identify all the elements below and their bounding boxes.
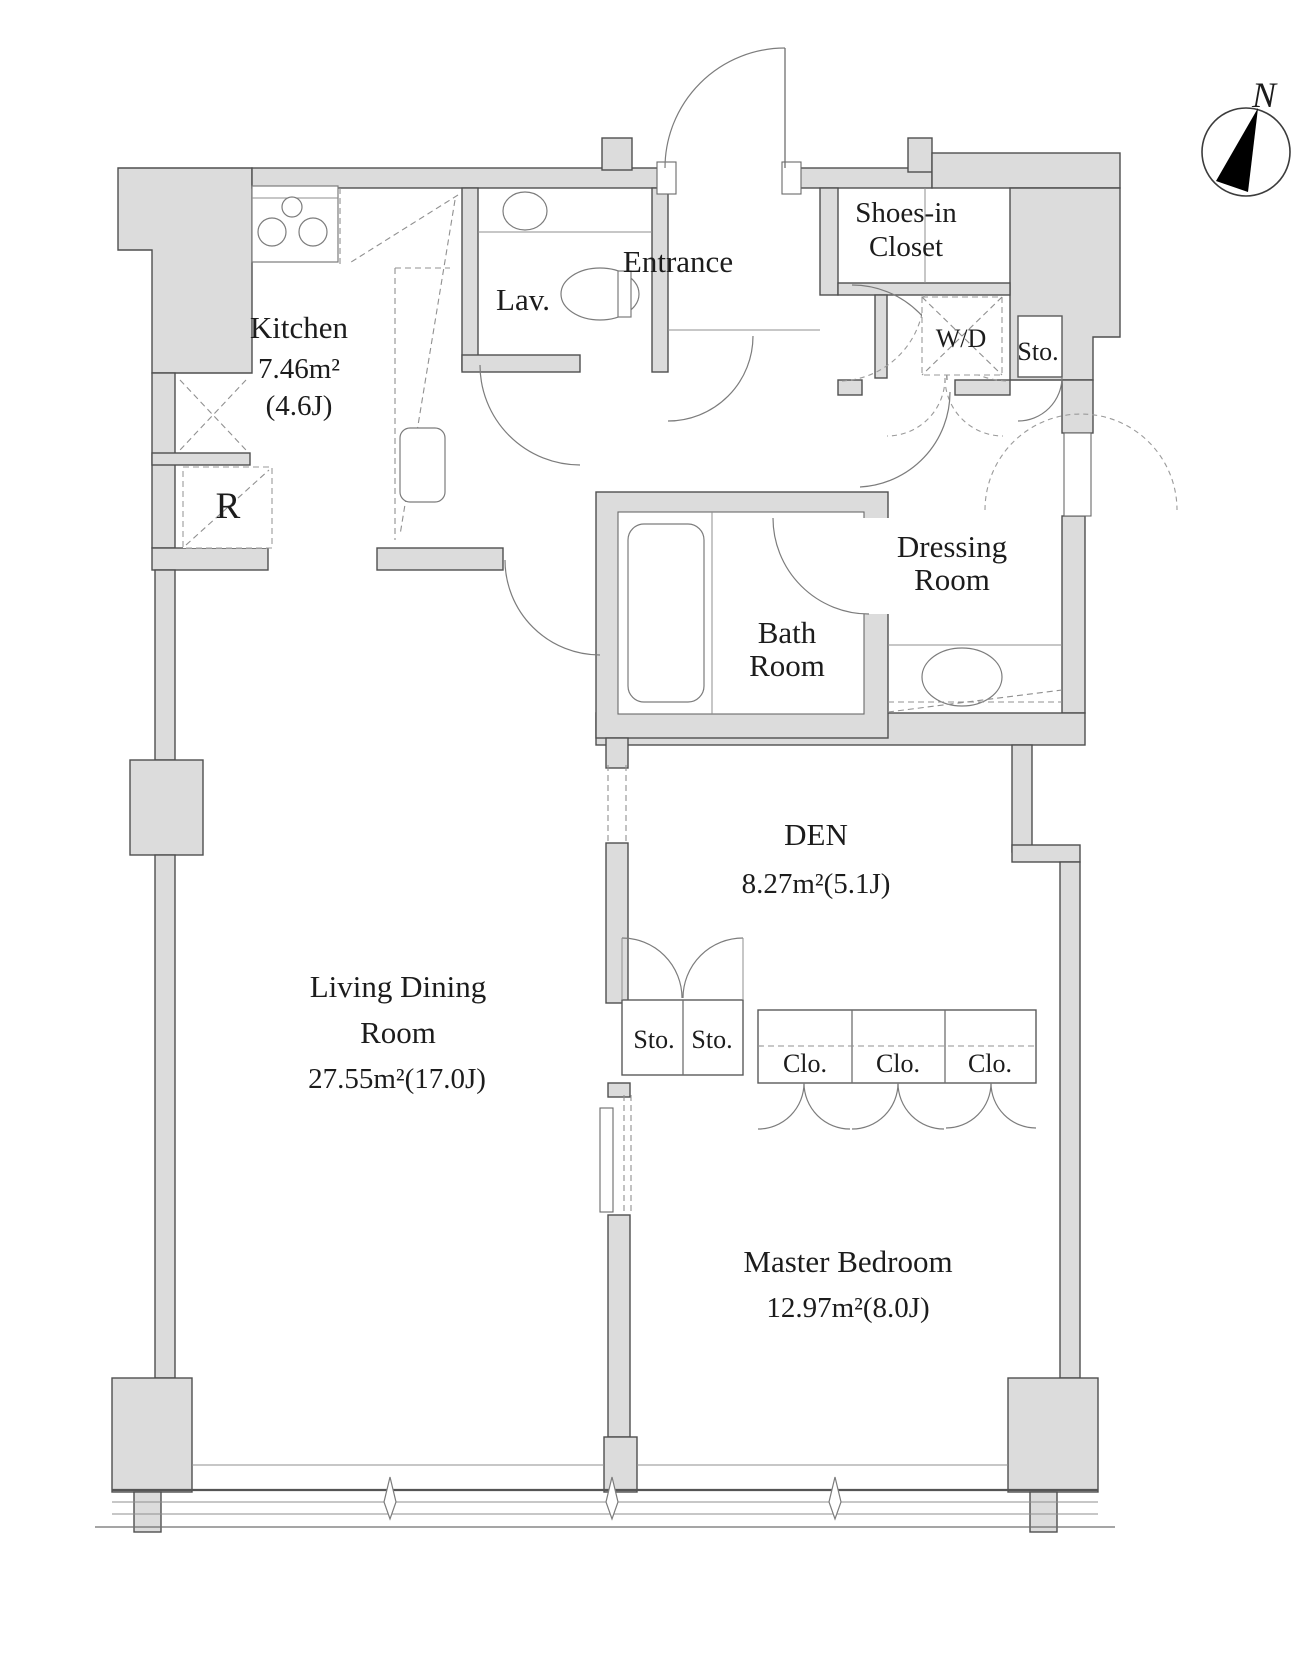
storage-entry-label: Sto. xyxy=(1017,337,1059,366)
dressing-basin-icon xyxy=(922,648,1002,706)
living-dining-area: 27.55m²(17.0J) xyxy=(308,1063,486,1095)
bath-label-1: Bath xyxy=(757,615,817,650)
closet3-label: Clo. xyxy=(967,1049,1013,1078)
bath-fixtures xyxy=(618,512,890,714)
hall-ldk-door-arc xyxy=(505,560,600,655)
entrance-label: Entrance xyxy=(622,244,734,279)
living-dining-label-1: Living Dining xyxy=(309,969,487,1004)
dressing-label-2: Room xyxy=(914,562,990,597)
kitchen-label: Kitchen xyxy=(249,310,349,345)
shoes-closet-label-1: Shoes-in xyxy=(855,197,957,229)
entrance-door xyxy=(657,48,820,421)
storage-pair xyxy=(622,938,743,1075)
service-door xyxy=(1064,433,1091,516)
stove-icon xyxy=(252,186,338,262)
closet2-label: Clo. xyxy=(875,1049,921,1078)
window-marker-icon xyxy=(829,1477,841,1519)
compass xyxy=(1202,75,1290,196)
closet1-label: Clo. xyxy=(782,1049,828,1078)
kitchen-area-m2: 7.46m² xyxy=(257,353,341,385)
refrigerator-label: R xyxy=(215,486,241,527)
kitchen-area-j: (4.6J) xyxy=(265,390,333,422)
master-bedroom-area: 12.97m²(8.0J) xyxy=(766,1292,930,1324)
living-dining-label-2: Room xyxy=(360,1015,436,1050)
compass-needle-icon xyxy=(1216,108,1258,192)
dressing-label-1: Dressing xyxy=(896,529,1008,564)
wash-basin-icon xyxy=(503,192,547,230)
bath-label-2: Room xyxy=(749,648,825,683)
compass-north-label: N xyxy=(1251,75,1277,115)
shoes-closet-label-2: Closet xyxy=(868,231,944,263)
window-marker-icon xyxy=(384,1477,396,1519)
master-bedroom-label: Master Bedroom xyxy=(743,1244,953,1279)
lavatory-fixtures xyxy=(478,192,652,465)
kitchen-sink-icon xyxy=(400,428,445,502)
den-area: 8.27m²(5.1J) xyxy=(741,868,891,900)
storage2-label: Sto. xyxy=(691,1025,733,1054)
lavatory-door-arc xyxy=(480,365,580,465)
dressing-door-arc xyxy=(860,392,950,487)
den-label: DEN xyxy=(784,817,848,852)
lavatory-label: Lav. xyxy=(496,282,550,317)
storage1-label: Sto. xyxy=(633,1025,675,1054)
bathtub-icon xyxy=(628,524,704,702)
bedroom-slider-door xyxy=(600,1095,631,1215)
ldk-den-opening xyxy=(608,765,626,843)
washer-dryer-label: W/D xyxy=(935,324,987,353)
